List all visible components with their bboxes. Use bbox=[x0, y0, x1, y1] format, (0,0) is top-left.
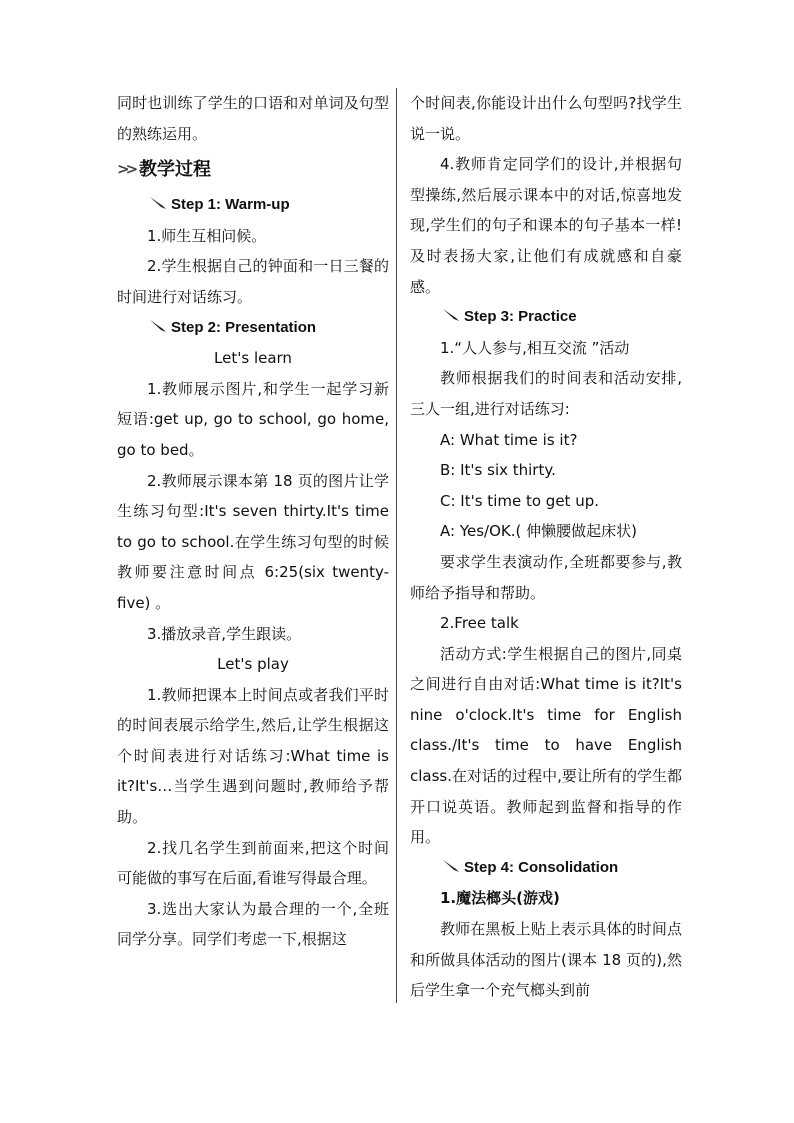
pen-icon bbox=[149, 319, 169, 333]
column-divider bbox=[396, 88, 397, 1003]
paragraph: 教师在黑板上贴上表示具体的时间点和所做具体活动的图片(课本 18 页的),然后学生拿一个充气榔头到前 bbox=[410, 920, 682, 1000]
paragraph: 2.学生根据自己的钟面和一日三餐的时间进行对话练习。 bbox=[117, 257, 389, 306]
dialogue-line: C: It's time to get up. bbox=[440, 491, 599, 510]
activity-title: 1.魔法榔头(游戏) bbox=[440, 889, 560, 908]
paragraph: 2.教师展示课本第 18 页的图片让学生练习句型:It's seven thirty.It's time to go to school.在学生练习句型的时候教师要注意时间点 6:25(six twenty-five) 。 bbox=[117, 471, 389, 612]
step-heading bbox=[117, 313, 389, 344]
pen-icon bbox=[442, 859, 462, 873]
paragraph: 3.播放录音,学生跟读。 bbox=[147, 624, 302, 643]
paragraph: 1.教师把课本上时间点或者我们平时的时间表展示给学生,然后,让学生根据这个时间表进行对话练习:What time is it?It's…当学生遇到问题时,教师给予帮助。 bbox=[117, 685, 389, 827]
step-heading bbox=[117, 190, 389, 221]
dialogue-line: A: What time is it? bbox=[440, 430, 578, 449]
left-column bbox=[117, 88, 389, 955]
pen-icon bbox=[149, 196, 169, 210]
step-label: Step 4: Consolidation bbox=[464, 858, 619, 876]
step-heading bbox=[410, 302, 682, 333]
step-label: Step 3: Practice bbox=[464, 308, 577, 326]
paragraph: 1.“人人参与,相互交流 ”活动 bbox=[440, 338, 630, 357]
paragraph: 2.找几名学生到前面来,把这个时间可能做的事写在后面,看谁写得最合理。 bbox=[117, 838, 389, 888]
paragraph: 教师根据我们的时间表和活动安排,三人一组,进行对话练习: bbox=[410, 369, 682, 418]
dialogue-line: A: Yes/OK.( 伸懒腰做起床状) bbox=[440, 522, 637, 541]
pen-icon bbox=[442, 308, 462, 322]
paragraph: 同时也训练了学生的口语和对单词及句型的熟练运用。 bbox=[117, 94, 389, 143]
paragraph: 活动方式:学生根据自己的图片,同桌之间进行自由对话:What time is it?It's nine o'clock.It's time for English class./It's time to have English class.在对话的过程中,要让所有的学生都开口说英语。教师起到监督和指导的作用。 bbox=[410, 644, 682, 847]
paragraph: 要求学生表演动作,全班都要参与,教师给予指导和帮助。 bbox=[410, 552, 682, 602]
subheading: Let's learn bbox=[214, 349, 292, 368]
right-column bbox=[410, 88, 682, 1006]
paragraph: 1.教师展示图片,和学生一起学习新短语:get up, go to school, go home, go to bed。 bbox=[117, 379, 389, 459]
section-heading bbox=[117, 149, 389, 190]
section-heading-label: 教学过程 bbox=[139, 159, 211, 181]
step-heading bbox=[410, 853, 682, 884]
paragraph: 4.教师肯定同学们的设计,并根据句型操练,然后展示课本中的对话,惊喜地发现,学生们的句子和课本的句子基本一样!及时表扬大家,让他们有成就感和自豪感。 bbox=[410, 155, 682, 296]
paragraph: 2.Free talk bbox=[440, 614, 519, 633]
step-label: Step 1: Warm-up bbox=[171, 196, 290, 214]
step-label: Step 2: Presentation bbox=[171, 318, 317, 336]
paragraph: 1.师生互相问候。 bbox=[147, 226, 267, 245]
paragraph: 个时间表,你能设计出什么句型吗?找学生说一说。 bbox=[410, 94, 682, 143]
paragraph: 3.选出大家认为最合理的一个,全班同学分享。同学们考虑一下,根据这 bbox=[117, 899, 389, 949]
double-chevron-icon: >> bbox=[117, 160, 135, 179]
subheading: Let's play bbox=[217, 655, 289, 674]
dialogue-line: B: It's six thirty. bbox=[440, 461, 556, 480]
